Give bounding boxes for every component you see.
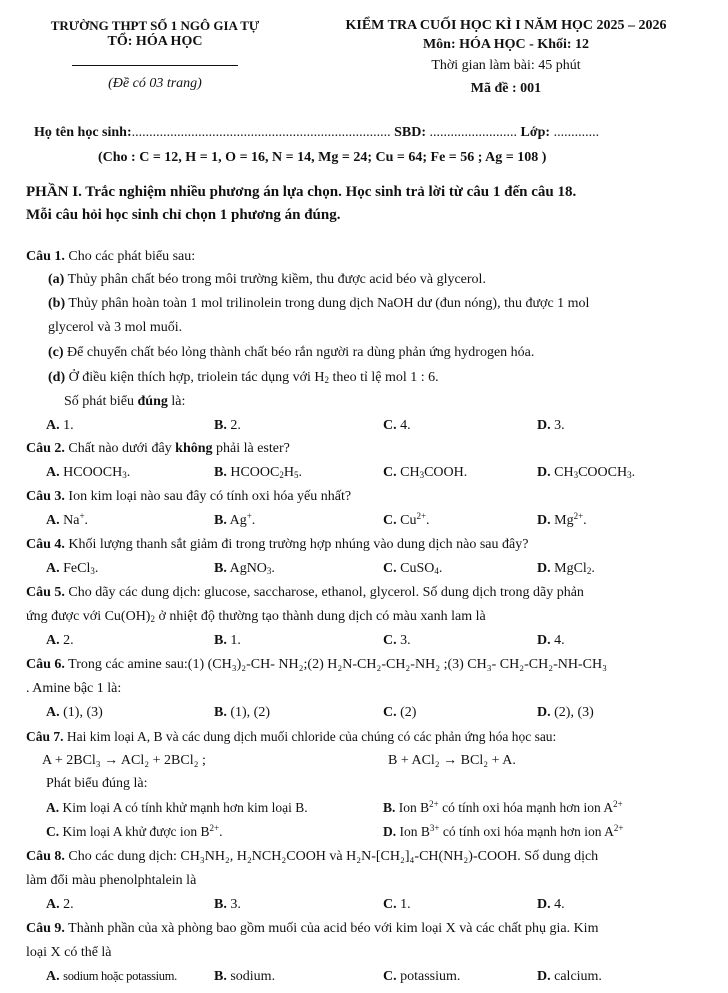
- q5-option-a[interactable]: A. 2.: [46, 633, 74, 648]
- student-name-dots[interactable]: ..........................................................................: [131, 125, 391, 140]
- q1-ask: Số phát biểu đúng là:: [64, 394, 186, 409]
- q6-stem-cont: . Amine bậc 1 là:: [26, 681, 122, 696]
- q3-stem: Câu 3. Ion kim loại nào sau đây có tính oxi hóa yếu nhất?: [26, 489, 352, 504]
- department-name: TỔ: HÓA HỌC: [107, 34, 203, 49]
- sbd-label: SBD:: [394, 125, 427, 140]
- student-info-line: [34, 125, 599, 141]
- exam-subject: Môn: HÓA HỌC - Khối: 12: [422, 37, 590, 52]
- q6-option-a[interactable]: A. (1), (3): [46, 705, 103, 720]
- q7-equation-1: A + 2BCl₃ → ACl₂ + 2BCl₂ ;: [42, 753, 206, 768]
- exam-title: KIỂM TRA CUỐI HỌC KÌ I NĂM HỌC 2025 – 2026: [345, 18, 667, 33]
- exam-duration: Thời gian làm bài: 45 phút: [431, 58, 581, 73]
- q6-option-d[interactable]: D. (2), (3): [537, 705, 594, 720]
- q1-option-a[interactable]: A. 1.: [46, 418, 74, 433]
- q2-stem: Câu 2. Chất nào dưới đây không phải là ester?: [26, 441, 290, 456]
- q7-stem: Câu 7. Hai kim loại A, B và các dung dịch muối chloride của chúng có các phản ứng hóa học sau:: [26, 729, 557, 744]
- q9-option-c[interactable]: C. potassium.: [383, 969, 461, 984]
- student-name-label: Họ tên học sinh:: [34, 125, 132, 140]
- q1-statement-d: (d) Ở điều kiện thích hợp, triolein tác dụng với $H_2$ theo tỉ lệ mol 1 : 6.: [48, 370, 439, 385]
- q5-option-c[interactable]: C. 3.: [383, 633, 411, 648]
- q5-option-b[interactable]: B. 1.: [214, 633, 241, 648]
- q2-option-d[interactable]: D. $CH_3COOCH_3$.: [537, 465, 636, 480]
- q3-option-d[interactable]: D. $Mg^{2+}$.: [537, 511, 587, 528]
- q9-stem: Câu 9. Thành phần của xà phòng bao gồm muối của acid béo với kim loại X và các chất phụ gia. Kim: [26, 921, 599, 936]
- class-dots[interactable]: .............: [553, 125, 600, 140]
- q6-option-b[interactable]: B. (1), (2): [214, 705, 270, 720]
- q1-option-d[interactable]: D. 3.: [537, 418, 565, 433]
- q1-statement-c: (c) Để chuyển chất béo lỏng thành chất béo rắn người ra dùng phản ứng hydrogen hóa.: [48, 345, 535, 360]
- q9-option-d[interactable]: D. calcium.: [537, 969, 602, 984]
- q6-option-c[interactable]: C. (2): [383, 705, 417, 720]
- q8-stem-cont: làm đổi màu phenolphtalein là: [26, 873, 197, 888]
- q1-number: Câu 1.: [26, 249, 65, 264]
- q5-stem: Câu 5. Cho dãy các dung dịch: glucose, saccharose, ethanol, glycerol. Số dung dịch trong dãy phản: [26, 585, 584, 600]
- q2-option-b[interactable]: B. $HCOOC_2H_5$.: [214, 465, 302, 480]
- q1-statement-b-cont: glycerol và 3 mol muối.: [48, 320, 183, 335]
- q7-equation-2: B + ACl₂ → BCl₂ + A.: [388, 753, 516, 768]
- q8-option-b[interactable]: B. 3.: [214, 897, 241, 912]
- q5-stem-cont: ứng được với $Cu(OH)_2$ ở nhiệt độ thường tạo thành dung dịch có màu xanh lam là: [26, 609, 486, 624]
- q7-ask: Phát biểu đúng là:: [46, 776, 148, 791]
- q1-statement-a: (a) Thủy phân chất béo trong môi trường kiềm, thu được acid béo và glycerol.: [48, 272, 486, 287]
- school-name: TRƯỜNG THPT SỐ 1 NGÔ GIA TỰ: [50, 18, 260, 33]
- q3-option-b[interactable]: B. Ag+.: [214, 511, 256, 528]
- q9-option-b[interactable]: B. sodium.: [214, 969, 276, 984]
- q6-stem: Câu 6. Trong các amine sau:(1) (CH₃)₂-CH- NH₂;(2) H₂N-CH₂-CH₂-NH₂ ;(3) CH₃- CH₂-CH₂-NH-CH₃: [26, 657, 607, 672]
- q9-option-a[interactable]: A. sodium hoặc potassium.: [46, 969, 178, 984]
- q9-stem-cont: loại X có thể là: [26, 945, 112, 960]
- q7-option-b[interactable]: B. Ion $B^{2+}$ có tính oxi hóa mạnh hơn ion $A^{2+}$: [383, 799, 623, 815]
- q5-option-d[interactable]: D. 4.: [537, 633, 565, 648]
- q4-option-d[interactable]: D. MgCl$_2$.: [537, 561, 595, 576]
- q4-stem: Câu 4. Khối lượng thanh sắt giảm đi trong trường hợp nhúng vào dung dịch nào sau đây?: [26, 537, 529, 552]
- q1-text: Cho các phát biểu sau:: [68, 249, 196, 264]
- q1-option-b[interactable]: B. 2.: [214, 418, 241, 433]
- header-divider: [72, 65, 238, 66]
- part1-instruction: Mỗi câu hỏi học sinh chỉ chọn 1 phương án đúng.: [26, 207, 341, 223]
- q8-option-c[interactable]: C. 1.: [383, 897, 411, 912]
- q4-option-c[interactable]: C. CuSO$_4$.: [383, 561, 443, 576]
- q4-option-b[interactable]: B. AgNO$_3$.: [214, 561, 275, 576]
- q1-stem: [26, 249, 195, 265]
- q7-option-a[interactable]: A. Kim loại A có tính khử mạnh hơn kim loại B.: [46, 800, 308, 815]
- atomic-masses: (Cho : C = 12, H = 1, O = 16, N = 14, Mg = 24; Cu = 64; Fe = 56 ; Ag = 108 ): [98, 150, 547, 165]
- exam-code: Mã đề : 001: [470, 81, 542, 96]
- q3-option-a[interactable]: A. Na+.: [46, 511, 89, 528]
- q4-option-a[interactable]: A. FeCl$_3$.: [46, 561, 99, 576]
- q7-option-d[interactable]: D. Ion $B^{3+}$ có tính oxi hóa mạnh hơn ion $A^{2+}$: [383, 823, 624, 839]
- q1-option-c[interactable]: C. 4.: [383, 418, 411, 433]
- sbd-dots[interactable]: .........................: [429, 125, 518, 140]
- q7-option-c[interactable]: C. Kim loại A khử được ion $B^{2+}$.: [46, 823, 223, 839]
- pages-note: (Đề có 03 trang): [108, 76, 202, 91]
- q8-option-a[interactable]: A. 2.: [46, 897, 74, 912]
- q8-stem: Câu 8. Cho các dung dịch: CH₃NH₂, H₂NCH₂COOH và H₂N-[CH₂]₄-CH(NH₂)-COOH. Số dung dịch: [26, 849, 599, 864]
- q2-option-c[interactable]: C. $CH_3COOH$.: [383, 465, 468, 480]
- q1-statement-b: (b) Thủy phân hoàn toàn 1 mol trilinolein trong dung dịch NaOH dư (đun nóng), thu được 1 mol: [48, 296, 590, 311]
- q3-option-c[interactable]: C. $Cu^{2+}$.: [383, 511, 430, 528]
- q2-option-a[interactable]: A. $HCOOCH_3$.: [46, 465, 131, 480]
- q8-option-d[interactable]: D. 4.: [537, 897, 565, 912]
- part1-heading: PHẦN I. Trắc nghiệm nhiều phương án lựa chọn. Học sinh trả lời từ câu 1 đến câu 18.: [26, 184, 577, 200]
- class-label: Lớp:: [520, 125, 551, 140]
